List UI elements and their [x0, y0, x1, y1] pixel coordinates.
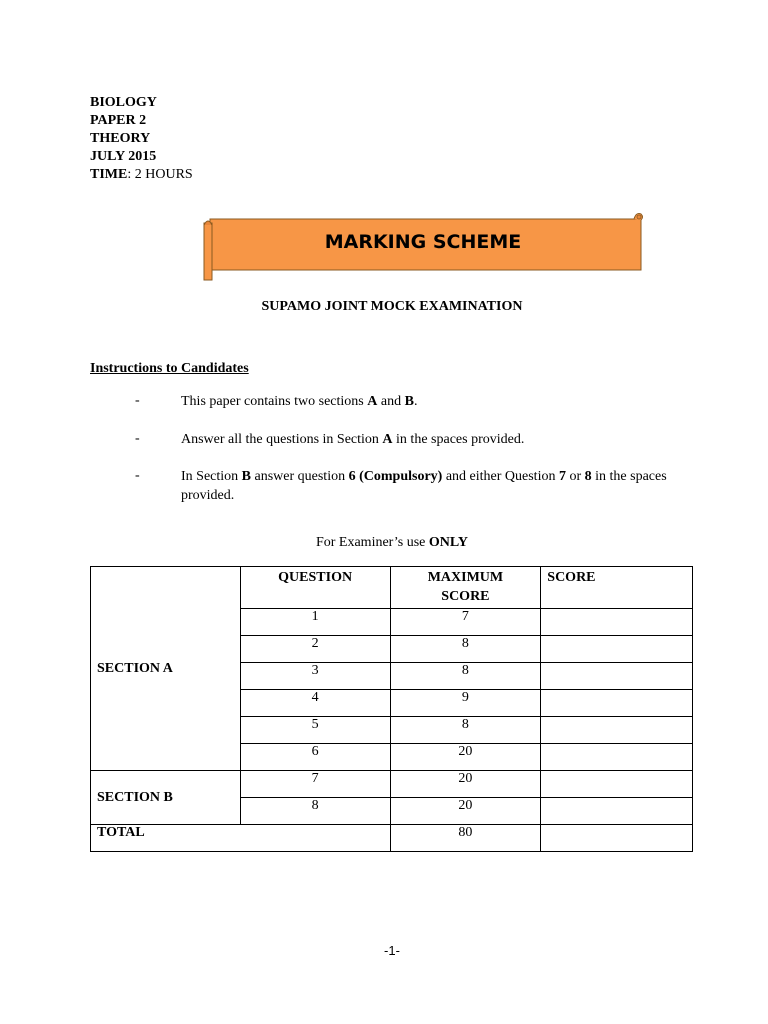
section-b-cell: SECTION B: [91, 771, 241, 825]
max-score: 8: [390, 636, 541, 663]
score-cell[interactable]: [541, 771, 693, 798]
date-line: JULY 2015: [90, 149, 157, 164]
paper-line: PAPER 2: [90, 113, 147, 128]
instruction-item: In Section B answer question 6 (Compulsory) and either Question 7 or 8 in the spaces provided.: [181, 469, 667, 503]
max-score: 8: [390, 663, 541, 690]
score-cell[interactable]: [541, 609, 693, 636]
score-cell[interactable]: [541, 744, 693, 771]
score-header: SCORE: [541, 567, 693, 609]
score-cell[interactable]: [541, 717, 693, 744]
max-score: 20: [390, 744, 541, 771]
score-cell[interactable]: [541, 636, 693, 663]
question-number: 3: [240, 663, 390, 690]
bullet-dash: -: [135, 468, 140, 483]
instructions-heading: Instructions to Candidates: [90, 361, 249, 376]
section-a-cell: SECTION A: [91, 567, 241, 771]
score-cell[interactable]: [541, 798, 693, 825]
theory-line: THEORY: [90, 131, 151, 146]
page-number: -1-: [384, 943, 400, 958]
maximum-score-header: MAXIMUM SCORE: [390, 567, 541, 609]
time-label: TIME: [90, 167, 128, 182]
subject-line: BIOLOGY: [90, 95, 157, 110]
max-score: 7: [390, 609, 541, 636]
max-score: 20: [390, 771, 541, 798]
table-row: [91, 771, 693, 798]
question-number: 8: [240, 798, 390, 825]
time-value: : 2 HOURS: [127, 167, 193, 182]
question-number: 2: [240, 636, 390, 663]
bullet-dash: -: [135, 393, 140, 408]
total-max-score: 80: [390, 825, 541, 852]
instruction-item: Answer all the questions in Section A in the spaces provided.: [181, 432, 525, 447]
max-score: 8: [390, 717, 541, 744]
exam-header: [90, 94, 193, 184]
question-number: 5: [240, 717, 390, 744]
max-score: 20: [390, 798, 541, 825]
question-number: 4: [240, 690, 390, 717]
exam-title: SUPAMO JOINT MOCK EXAMINATION: [261, 299, 523, 314]
total-label: TOTAL: [91, 825, 391, 852]
score-cell[interactable]: [541, 690, 693, 717]
examiner-note: For Examiner’s use ONLY: [315, 535, 469, 550]
score-cell[interactable]: [541, 663, 693, 690]
instruction-item: This paper contains two sections A and B.: [181, 394, 418, 409]
table-header-row: [91, 567, 693, 609]
score-table: [90, 566, 693, 852]
time-line: [90, 166, 193, 184]
max-score: 9: [390, 690, 541, 717]
banner-title: MARKING SCHEME: [324, 231, 522, 253]
question-number: 6: [240, 744, 390, 771]
total-row: [91, 825, 693, 852]
bullet-dash: -: [135, 431, 140, 446]
total-score-cell[interactable]: [541, 825, 693, 852]
question-header: QUESTION: [240, 567, 390, 609]
question-number: 1: [240, 609, 390, 636]
question-number: 7: [240, 771, 390, 798]
marking-scheme-banner: [200, 211, 646, 281]
